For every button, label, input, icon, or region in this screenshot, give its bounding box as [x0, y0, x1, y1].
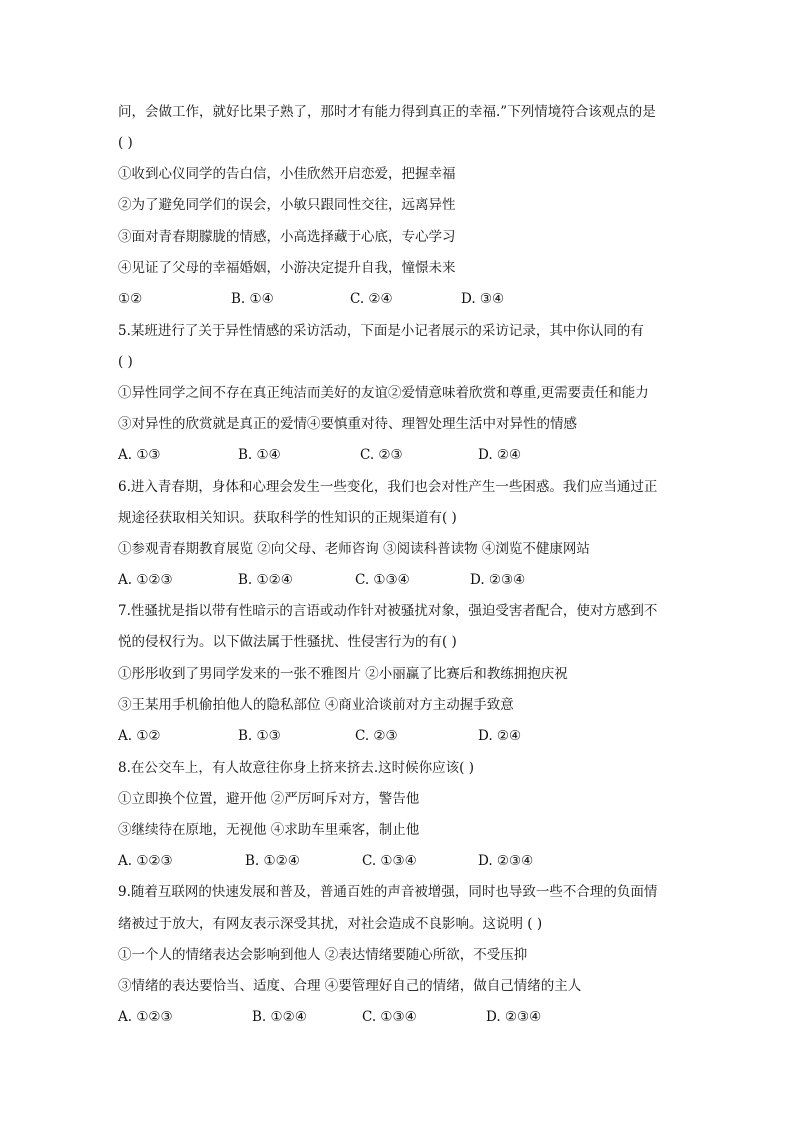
q7-option-c: C. ②③ [355, 728, 398, 744]
q9-stem-line-2: 绪被过于放大，有网友表示深受其扰，对社会造成不良影响。这说明 ( ) [118, 916, 543, 932]
q8-option-c: C. ①③④ [362, 853, 417, 869]
q7-item-1: ①彤彤收到了男同学发来的一张不雅图片 ②小丽赢了比赛后和教练拥抱庆祝 [118, 666, 568, 682]
q4-item-1: ①收到心仪同学的告白信，小佳欣然开启恋爱，把握幸福 [118, 166, 456, 182]
q9-item-2: ③情绪的表达要恰当、适度、合理 ④要管理好自己的情绪，做自己情绪的主人 [118, 978, 582, 994]
q4-option-a: ①② [118, 291, 143, 307]
q6-stem-line-2: 规途径获取相关知识。获取科学的性知识的正规渠道有( ) [118, 510, 457, 526]
q4-option-c: C. ②④ [350, 291, 393, 307]
q7-stem-line-1: 7.性骚扰是指以带有性暗示的言语或动作针对被骚扰对象，强迫受害者配合，使对方感到不 [118, 603, 658, 619]
q4-option-b: B. ①④ [231, 291, 274, 307]
q9-stem-line-1: 9.随着互联网的快速发展和普及，普通百姓的声音被增强，同时也导致一些不合理的负面情 [118, 884, 658, 900]
q5-option-a: A. ①③ [118, 447, 161, 463]
q9-option-b: B. ①②④ [252, 1009, 307, 1025]
q9-option-c: C. ①③④ [362, 1009, 417, 1025]
q8-item-2: ③继续待在原地，无视他 ④求助车里乘客，制止他 [118, 822, 420, 838]
q5-stem: 5.某班进行了关于异性情感的采访活动，下面是小记者展示的采访记录，其中你认同的有 [118, 323, 644, 339]
q5-paren: ( ) [118, 354, 133, 370]
q8-item-1: ①立即换个位置，避开他 ②严厉呵斥对方，警告他 [118, 791, 420, 807]
q8-option-a: A. ①②③ [118, 853, 173, 869]
q4-item-3: ③面对青春期朦胧的情感，小高选择藏于心底，专心学习 [118, 229, 456, 245]
q5-option-b: B. ①④ [238, 447, 281, 463]
q6-stem-line-1: 6.进入青春期，身体和心理会发生一些变化，我们也会对性产生一些困惑。我们应当通过正 [118, 479, 658, 495]
q5-item-2: ③对异性的欣赏就是真正的爱情④要慎重对待、理智处理生活中对异性的情感 [118, 416, 577, 432]
q7-item-2: ③王某用手机偷拍他人的隐私部位 ④商业洽谈前对方主动握手致意 [118, 697, 514, 713]
q8-stem: 8.在公交车上，有人故意往你身上挤来挤去.这时候你应该( ) [118, 760, 474, 776]
q7-option-b: B. ①③ [238, 728, 281, 744]
q7-stem-line-2: 悦的侵权行为。以下做法属于性骚扰、性侵害行为的有( ) [118, 634, 457, 650]
q7-option-a: A. ①② [118, 728, 161, 744]
q5-item-1: ①异性同学之间不存在真正纯洁而美好的友谊②爱情意味着欣赏和尊重,更需要责任和能力 [118, 385, 649, 401]
q4-paren: ( ) [118, 135, 133, 151]
q5-option-c: C. ②③ [360, 447, 403, 463]
q8-option-b: B. ①②④ [245, 853, 300, 869]
q6-option-a: A. ①②③ [118, 572, 173, 588]
q9-item-1: ①一个人的情绪表达会影响到他人 ②表达情绪要随心所欲，不受压抑 [118, 947, 528, 963]
q8-option-d: D. ②③④ [478, 853, 534, 869]
q6-option-b: B. ①②④ [238, 572, 293, 588]
q9-option-a: A. ①②③ [118, 1009, 173, 1025]
q4-item-2: ②为了避免同学们的误会，小敏只跟同性交往，远离异性 [118, 197, 456, 213]
q4-option-d: D. ③④ [461, 291, 505, 307]
q6-items: ①参观青春期教育展览 ②向父母、老师咨询 ③阅读科普读物 ④浏览不健康网站 [118, 541, 590, 557]
q4-item-4: ④见证了父母的幸福婚姻，小游决定提升自我，憧憬未来 [118, 260, 456, 276]
q4-stem-tail: 问，会做工作，就好比果子熟了，那时才有能力得到真正的幸福.”下列情境符合该观点的是 [118, 104, 656, 120]
q5-option-d: D. ②④ [478, 447, 522, 463]
q6-option-d: D. ②③④ [470, 572, 526, 588]
q9-option-d: D. ②③④ [486, 1009, 542, 1025]
q7-option-d: D. ②④ [478, 728, 522, 744]
q6-option-c: C. ①③④ [355, 572, 410, 588]
